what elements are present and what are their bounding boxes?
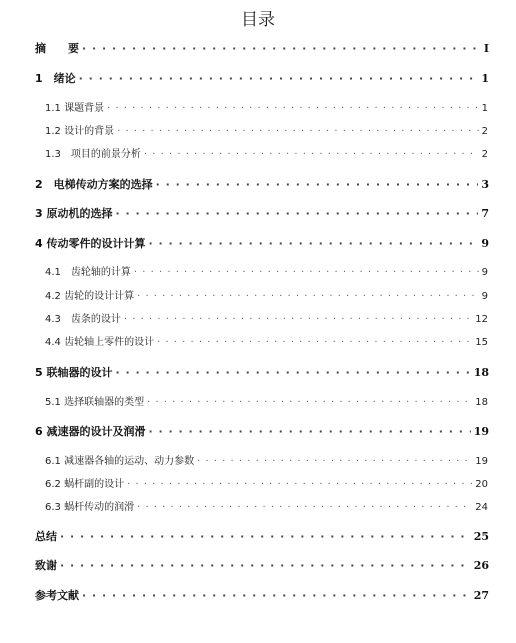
toc-entry-label: 5 联轴器的设计 [35, 366, 113, 379]
dot-leader [117, 125, 479, 139]
dot-leader [60, 559, 471, 573]
dot-leader [148, 425, 470, 439]
toc-entry-section-4-3[interactable] [45, 313, 488, 327]
toc-entry-label: 6 减速器的设计及润滑 [35, 425, 146, 438]
toc-entry-chapter-1[interactable] [35, 72, 489, 86]
dot-leader [82, 589, 471, 603]
toc-entry-page: 12 [475, 314, 488, 325]
toc-entry-chapter-6[interactable] [35, 425, 489, 439]
toc-entry-label: 1.1 课题背景 [45, 103, 105, 114]
toc-entry-label: 1.2 设计的背景 [45, 126, 115, 137]
toc-entry-label: 6.3 蜗杆传动的润滑 [45, 502, 135, 513]
dot-leader [124, 313, 472, 327]
dot-leader [137, 290, 479, 304]
toc-entry-section-4-1[interactable] [45, 266, 488, 280]
toc-entry-section-5-1[interactable] [45, 396, 488, 410]
toc-entry-label: 1.3 项目的前景分析 [45, 149, 141, 160]
toc-entry-page: 1 [481, 72, 489, 85]
toc-entry-label: 摘 要 [35, 42, 79, 55]
dot-leader [107, 102, 479, 116]
toc-entry-label: 6.1 减速器各轴的运动、动力参数 [45, 456, 195, 467]
toc-entry-references[interactable] [35, 589, 489, 603]
toc-entry-section-1-2[interactable] [45, 125, 488, 139]
toc-entry-label: 致谢 [35, 559, 57, 572]
toc-entry-chapter-3[interactable] [35, 207, 489, 221]
toc-entry-chapter-4[interactable] [35, 237, 489, 251]
toc-entry-page: 9 [481, 237, 489, 250]
toc-entry-section-4-2[interactable] [45, 290, 488, 304]
toc-entry-section-4-4[interactable] [45, 336, 488, 350]
dot-leader [115, 207, 478, 221]
dot-leader [147, 396, 472, 410]
dot-leader [144, 148, 479, 162]
toc-entry-label: 4.3 齿条的设计 [45, 314, 121, 325]
toc-entry-section-6-1[interactable] [45, 455, 488, 469]
toc-entry-page: 26 [473, 559, 489, 572]
toc-entry-page: 1 [481, 103, 488, 114]
toc-entry-label: 3 原动机的选择 [35, 207, 113, 220]
toc-entry-label: 2 电梯传动方案的选择 [35, 178, 153, 191]
toc-entry-page: 9 [481, 267, 488, 278]
toc-entry-page: 2 [481, 149, 488, 160]
toc-entry-section-1-1[interactable] [45, 102, 488, 116]
dot-leader [82, 42, 481, 56]
toc-entry-label: 4.1 齿轮轴的计算 [45, 267, 131, 278]
toc-entry-label: 总结 [35, 530, 57, 543]
toc-entry-page: 27 [473, 589, 489, 602]
dot-leader [148, 237, 478, 251]
toc-entry-page: 19 [475, 456, 488, 467]
dot-leader [157, 336, 472, 350]
toc-entry-page: 7 [481, 207, 489, 220]
dot-leader [127, 478, 472, 492]
toc-entry-section-1-3[interactable] [45, 148, 488, 162]
toc-entry-acknowledgements[interactable] [35, 559, 489, 573]
toc-entry-label: 参考文献 [35, 589, 79, 602]
toc-entry-label: 6.2 蜗杆副的设计 [45, 479, 125, 490]
dot-leader [156, 178, 479, 192]
page-title: 目录 [241, 10, 275, 30]
toc-entry-page: 15 [475, 337, 488, 348]
toc-entry-page: 18 [475, 397, 488, 408]
toc-entry-chapter-5[interactable] [35, 366, 489, 380]
toc-entry-page: 25 [473, 530, 489, 543]
toc-entry-label: 1 绪论 [35, 72, 76, 85]
dot-leader [137, 501, 472, 515]
toc-entry-page: 9 [481, 291, 488, 302]
toc-entry-section-6-3[interactable] [45, 501, 488, 515]
toc-entry-section-6-2[interactable] [45, 478, 488, 492]
toc-entry-label: 5.1 选择联轴器的类型 [45, 397, 145, 408]
toc-entry-page: I [483, 42, 489, 55]
toc-entry-conclusion[interactable] [35, 530, 489, 544]
toc-entry-page: 20 [475, 479, 488, 490]
toc-entry-page: 18 [473, 366, 489, 379]
toc-entry-chapter-2[interactable] [35, 178, 489, 192]
dot-leader [60, 530, 471, 544]
dot-leader [115, 366, 470, 380]
dot-leader [134, 266, 479, 280]
toc-entry-page: 19 [473, 425, 489, 438]
toc-entry-page: 2 [481, 126, 488, 137]
toc-entry-label: 4.4 齿轮轴上零件的设计 [45, 337, 155, 348]
toc-entry-label: 4.2 齿轮的设计计算 [45, 291, 135, 302]
toc-entry-label: 4 传动零件的设计计算 [35, 237, 146, 250]
toc-entry-abstract[interactable] [35, 42, 489, 56]
dot-leader [197, 455, 472, 469]
dot-leader [79, 72, 479, 86]
toc-entry-page: 24 [475, 502, 488, 513]
toc-entry-page: 3 [481, 178, 489, 191]
